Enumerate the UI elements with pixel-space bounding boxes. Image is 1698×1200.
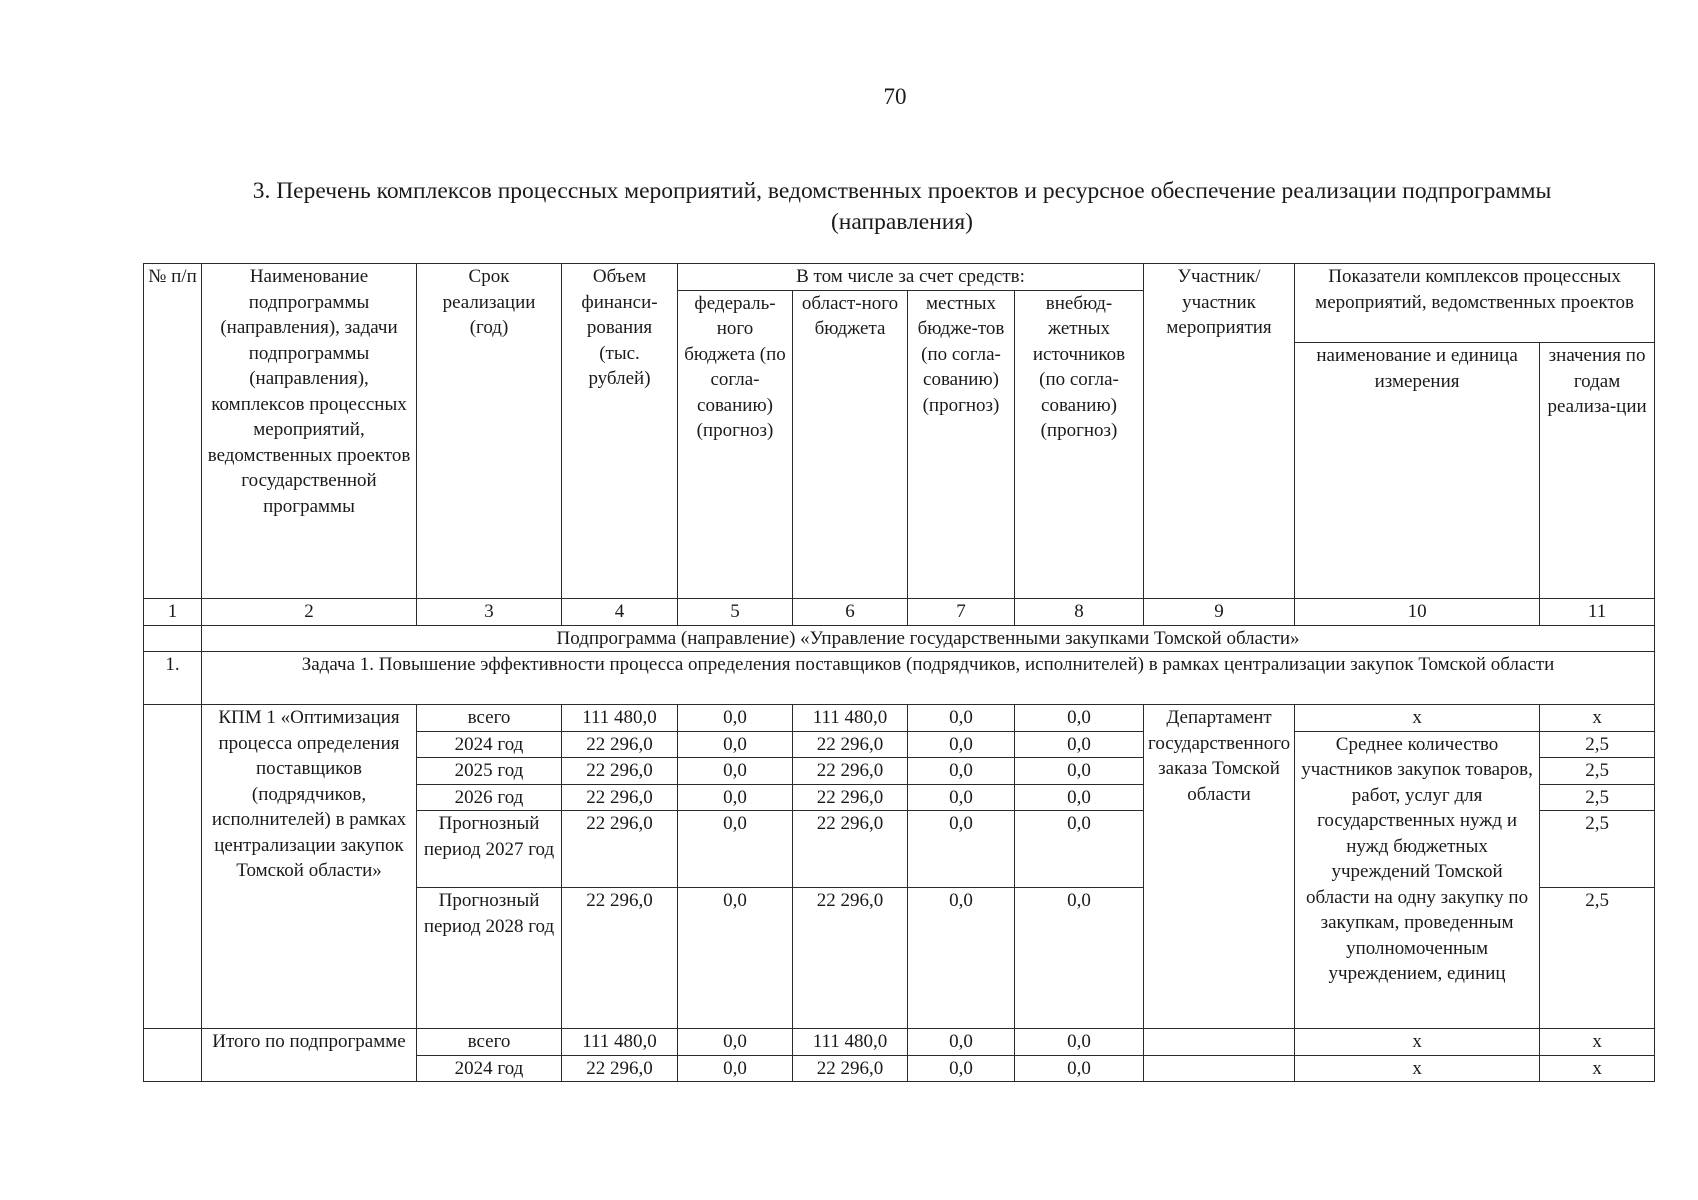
header-term: Срок реализации (год) — [417, 264, 562, 599]
extra-cell: 0,0 — [1015, 811, 1144, 888]
federal-cell: 0,0 — [678, 731, 793, 758]
term-cell: 2026 год — [417, 784, 562, 811]
indicator-name-cell: х — [1295, 1055, 1540, 1082]
header-regional: област-ного бюджета — [793, 290, 908, 599]
page-title: 3. Перечень комплексов процессных мероприятий, ведомственных проектов и ресурсное обеспечение реализации подпрограммы (направления) — [252, 178, 1552, 235]
local-cell: 0,0 — [908, 1029, 1015, 1056]
task-text: Задача 1. Повышение эффективности процесса определения поставщиков (подрядчиков, исполнителей) в рамках централизации закупок Томской области — [202, 652, 1655, 705]
federal-cell: 0,0 — [678, 705, 793, 732]
header-indicators-group: Показатели комплексов процессных мероприятий, ведомственных проектов — [1295, 264, 1655, 343]
total-row — [144, 1029, 1655, 1056]
local-cell: 0,0 — [908, 811, 1015, 888]
indicator-value-cell: 2,5 — [1540, 888, 1655, 1029]
regional-cell: 22 296,0 — [793, 784, 908, 811]
federal-cell: 0,0 — [678, 1029, 793, 1056]
regional-cell: 22 296,0 — [793, 731, 908, 758]
volume-cell: 22 296,0 — [562, 811, 678, 888]
kpm-name: КПМ 1 «Оптимизация процесса определения поставщиков (подрядчиков, исполнителей) в рамках централизации закупок Томской области» — [202, 705, 417, 1029]
header-federal: федераль-ного бюджета (по согла-сованию) (прогноз) — [678, 290, 793, 599]
volume-cell: 22 296,0 — [562, 784, 678, 811]
column-number: 11 — [1540, 599, 1655, 626]
extra-cell: 0,0 — [1015, 1029, 1144, 1056]
indicator-name-cell: х — [1295, 705, 1540, 732]
column-number: 7 — [908, 599, 1015, 626]
federal-cell: 0,0 — [678, 888, 793, 1029]
column-number: 8 — [1015, 599, 1144, 626]
task-number: 1. — [144, 652, 202, 705]
header-name: Наименование подпрограммы (направления), задачи подпрограммы (направления), комплексов процессных мероприятий, ведомственных проектов государственной программы — [202, 264, 417, 599]
kpm-participant: Департамент государственного заказа Томской области — [1144, 705, 1295, 1029]
extra-cell: 0,0 — [1015, 1055, 1144, 1082]
volume-cell: 22 296,0 — [562, 1055, 678, 1082]
header-row — [144, 264, 1655, 291]
header-volume: Объем финанси-рования (тыс. рублей) — [562, 264, 678, 599]
indicator-value-cell: 2,5 — [1540, 758, 1655, 785]
local-cell: 0,0 — [908, 1055, 1015, 1082]
page-number: 70 — [883, 84, 907, 109]
resource-table — [143, 263, 1655, 1082]
regional-cell: 111 480,0 — [793, 1029, 908, 1056]
extra-cell: 0,0 — [1015, 731, 1144, 758]
regional-cell: 22 296,0 — [793, 811, 908, 888]
volume-cell: 22 296,0 — [562, 731, 678, 758]
term-cell: 2025 год — [417, 758, 562, 785]
federal-cell: 0,0 — [678, 811, 793, 888]
federal-cell: 0,0 — [678, 1055, 793, 1082]
term-cell: всего — [417, 705, 562, 732]
term-cell: Прогнозный период 2028 год — [417, 888, 562, 1029]
federal-cell: 0,0 — [678, 784, 793, 811]
indicator-value-cell: 2,5 — [1540, 784, 1655, 811]
header-ind-name: наименование и единица измерения — [1295, 343, 1540, 599]
column-number-row — [144, 599, 1655, 626]
indicator-name: Среднее количество участников закупок товаров, работ, услуг для государственных нужд и нужд бюджетных учреждений Томской области на одну закупку по закупкам, проведенным уполномоченным учреждением, единиц — [1295, 731, 1540, 1029]
task-row — [144, 652, 1655, 705]
header-participant: Участник/ участник мероприятия — [1144, 264, 1295, 599]
indicator-name-cell: х — [1295, 1029, 1540, 1056]
subprogram-row — [144, 625, 1655, 652]
indicator-value-cell: 2,5 — [1540, 811, 1655, 888]
volume-cell: 22 296,0 — [562, 758, 678, 785]
extra-cell: 0,0 — [1015, 888, 1144, 1029]
total-name: Итого по подпрограмме — [202, 1029, 417, 1082]
local-cell: 0,0 — [908, 758, 1015, 785]
regional-cell: 22 296,0 — [793, 888, 908, 1029]
extra-cell: 0,0 — [1015, 705, 1144, 732]
header-ind-values: значения по годам реализа-ции — [1540, 343, 1655, 599]
local-cell: 0,0 — [908, 731, 1015, 758]
regional-cell: 111 480,0 — [793, 705, 908, 732]
column-number: 9 — [1144, 599, 1295, 626]
volume-cell: 111 480,0 — [562, 1029, 678, 1056]
column-number: 6 — [793, 599, 908, 626]
header-num: № п/п — [144, 264, 202, 599]
term-cell: всего — [417, 1029, 562, 1056]
regional-cell: 22 296,0 — [793, 1055, 908, 1082]
local-cell: 0,0 — [908, 888, 1015, 1029]
term-cell: 2024 год — [417, 731, 562, 758]
indicator-value-cell: 2,5 — [1540, 731, 1655, 758]
local-cell: 0,0 — [908, 784, 1015, 811]
column-number: 4 — [562, 599, 678, 626]
indicator-value-cell: х — [1540, 1029, 1655, 1056]
indicator-value-cell: х — [1540, 1055, 1655, 1082]
volume-cell: 111 480,0 — [562, 705, 678, 732]
term-cell: 2024 год — [417, 1055, 562, 1082]
header-incl-group: В том числе за счет средств: — [678, 264, 1144, 291]
federal-cell: 0,0 — [678, 758, 793, 785]
volume-cell: 22 296,0 — [562, 888, 678, 1029]
indicator-value-cell: х — [1540, 705, 1655, 732]
subprogram-title: Подпрограмма (направление) «Управление государственными закупками Томской области» — [202, 625, 1655, 652]
term-cell: Прогнозный период 2027 год — [417, 811, 562, 888]
header-extra: внебюд-жетных источников (по согла-сованию) (прогноз) — [1015, 290, 1144, 599]
regional-cell: 22 296,0 — [793, 758, 908, 785]
table-row — [144, 705, 1655, 732]
column-number: 10 — [1295, 599, 1540, 626]
column-number: 5 — [678, 599, 793, 626]
extra-cell: 0,0 — [1015, 784, 1144, 811]
column-number: 2 — [202, 599, 417, 626]
extra-cell: 0,0 — [1015, 758, 1144, 785]
column-number: 1 — [144, 599, 202, 626]
local-cell: 0,0 — [908, 705, 1015, 732]
column-number: 3 — [417, 599, 562, 626]
header-local: местных бюдже-тов (по согла-сованию) (прогноз) — [908, 290, 1015, 599]
